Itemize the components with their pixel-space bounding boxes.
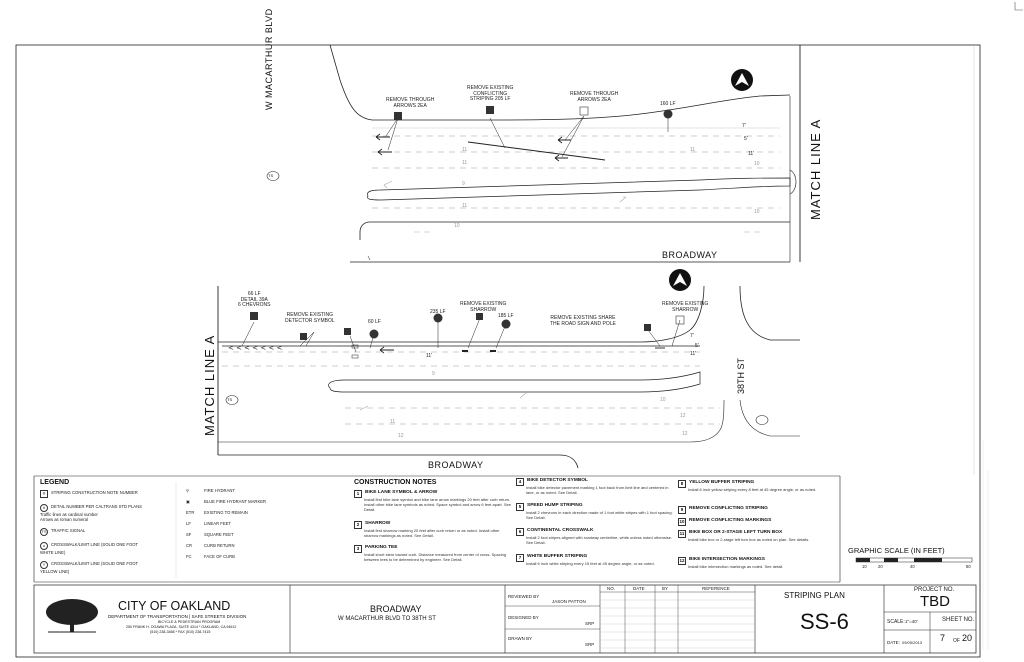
- scale-tick: 80: [966, 564, 971, 569]
- oakland-tree-logo: [46, 599, 98, 632]
- sheet-of: OF: [953, 638, 960, 644]
- traffic-signal-label-top: TS: [268, 173, 274, 178]
- lane-mark: 10: [454, 223, 460, 229]
- note-8: 8 YELLOW BUFFER STRIPING Install 6 inch yellow striping every 8 feet at 45 degree angle, or as noted.: [678, 480, 838, 493]
- callout-160-lf: 160 LF: [660, 101, 676, 107]
- rev-header-reference: REFERENCE: [702, 586, 730, 591]
- drafter-name: SRP: [585, 642, 595, 647]
- scale-label: SCALE:: [887, 619, 905, 625]
- street-label-38th-st: 38TH ST: [736, 357, 746, 394]
- dim-11ft-top: 11': [748, 151, 755, 157]
- note-2: 2 SHARROW Install first sharrow marking 20 feet after curb return or as noted. Install other sharrow markings as noted. See Detail.: [354, 521, 514, 539]
- lane-mark: 10: [754, 209, 760, 215]
- drawn-by-label: DRAWN BY: [508, 636, 533, 641]
- lane-mark: 12: [682, 431, 688, 437]
- construction-notes-title: CONSTRUCTION NOTES: [354, 479, 437, 486]
- legend-item: Y CROSSWALK/LIMIT LINE (SOLID ONE FOOT YELLOW LINE): [40, 561, 139, 574]
- dim-11ft-bottom: 11': [426, 353, 433, 359]
- lane-mark: 10: [754, 161, 760, 167]
- project-no-label: PROJECT NO.: [914, 587, 955, 593]
- org-sub2: 250 FRANK H. OGAWA PLAZA, SUITE 4314 * OAKLAND, CA 94612: [126, 625, 237, 629]
- svg-text:< < < < < < <: < < < < < < <: [228, 344, 283, 352]
- designed-by-label: DESIGNED BY: [508, 615, 539, 620]
- street-label-broadway-top: BROADWAY: [662, 250, 718, 260]
- graphic-scale-title: GRAPHIC SCALE (IN FEET): [848, 546, 945, 555]
- legend-item: LF LINEAR FEET: [186, 521, 231, 526]
- legend-title: LEGEND: [40, 479, 70, 486]
- plan-code: SS-6: [800, 609, 849, 634]
- reviewed-by-label: REVIEWED BY: [508, 594, 540, 599]
- note-6: 6 CONTINENTAL CROSSWALK Install 2 foot stripes aligned with roadway centerline, white unless noted otherwise. See Detail.: [516, 528, 676, 546]
- hydrant-marker-icon: ▣: [186, 499, 190, 504]
- note-9: 9 REMOVE CONFLICTING STRIPING: [678, 506, 838, 514]
- lane-mark: 11: [462, 160, 468, 166]
- callout-remove-detector-symbol: REMOVE EXISTING DETECTOR SYMBOL: [285, 312, 335, 324]
- org-sub1: BICYCLE & PEDESTRIAN PROGRAM: [158, 620, 221, 624]
- note-4: 4 BIKE DETECTOR SYMBOL Install bike detector pavement marking 1 foot back from limit line and centered in lane, or as noted. See Detail.: [516, 478, 676, 496]
- lane-mark: 12: [398, 433, 404, 439]
- legend-item: ETR EXISTING TO REMAIN: [186, 510, 248, 515]
- date-label: DATE:: [887, 640, 900, 645]
- scale-tick: 40: [910, 564, 915, 569]
- lane-mark: 9: [462, 181, 465, 187]
- callout-remove-sharrow-2: REMOVE EXISTING SHARROW: [662, 301, 709, 313]
- fire-hydrant-icon: ⚲: [186, 488, 190, 493]
- callout-60-lf: 60 LF: [368, 319, 381, 325]
- traffic-signal-icon: TS: [41, 529, 47, 534]
- dim-7ft-top: 7': [742, 123, 746, 129]
- graphic-scale-bar: [856, 558, 972, 562]
- callout-remove-through-arrows-1: REMOVE THROUGH ARROWS 2EA: [386, 97, 435, 109]
- project-no: TBD: [920, 593, 950, 610]
- lane-mark: 12: [680, 413, 686, 419]
- white-line-icon: o: [40, 542, 48, 550]
- project-subtitle: W MACARTHUR BLVD TO 38TH ST: [338, 616, 436, 622]
- legend-item: FC FACE OF CURB: [186, 554, 235, 559]
- callout-remove-conflicting-striping: REMOVE EXISTING CONFLICTING STRIPING 205 LF: [467, 85, 514, 102]
- plan-name: STRIPING PLAN: [784, 591, 845, 600]
- callout-66-lf-chevrons: 66 LF DETAIL 39A 6 CHEVRONS: [238, 291, 271, 308]
- scale-tick: 20: [878, 564, 883, 569]
- note-3: 3 PARKING TEE Install short stem toward curb. Distance measured from center of cross. Spacing between tees to be determined by engineer. See Detail.: [354, 545, 514, 563]
- lane-mark: 11: [390, 419, 396, 425]
- rev-header-date: DATE: [633, 586, 645, 591]
- legend-item: ⚲ FIRE HYDRANT: [186, 488, 235, 493]
- callout-remove-share-the-road-sign: REMOVE EXISTING SHARE THE ROAD SIGN AND POLE: [550, 315, 616, 327]
- scale-value: 1"=40': [905, 619, 918, 624]
- note-number-icon: #: [40, 490, 48, 498]
- note-10: 10 REMOVE CONFLICTING MARKINGS: [679, 518, 772, 524]
- legend-item: SF SQUARE FEET: [186, 532, 234, 537]
- callout-remove-through-arrows-2: REMOVE THROUGH ARROWS 2EA: [570, 91, 619, 103]
- dim-11ft-bottom-right: 11': [690, 351, 697, 357]
- org-name: CITY OF OAKLAND: [118, 599, 231, 613]
- org-dept: DEPARTMENT OF TRANSPORTATION | SAFE STREETS DIVISION: [108, 614, 247, 619]
- legend-right: [186, 488, 326, 559]
- sheet-number: 7: [940, 633, 946, 643]
- legend-item: ▣ BLUE FIRE HYDRANT MARKER: [186, 499, 267, 504]
- lane-mark: 11: [690, 147, 696, 153]
- traffic-signal-label-bottom: TS: [227, 397, 233, 402]
- legend-item: # DETAIL NUMBER PER CALTRANS STD PLANS Traffic lines as cardinal number Arrows as roman numeral: [40, 504, 142, 522]
- lane-mark: 9: [432, 371, 435, 377]
- legend-item: # STRIPING CONSTRUCTION NOTE NUMBER: [40, 490, 180, 498]
- bottom-plan: [218, 269, 800, 468]
- note-1: 1 BIKE LANE SYMBOL & ARROW Install first bike lane symbol and bike lane arrow markings 20 feet after curb return. Install other bike lane symbols as noted. Space symbol and arrow 6 feet apart. See Detail.: [354, 490, 514, 512]
- legend-left: [40, 490, 180, 574]
- rev-header-no: NO.: [607, 586, 616, 591]
- lane-mark: 11: [462, 147, 468, 153]
- date-value: 09/05/2013: [902, 640, 923, 645]
- legend-item: CR CURB RETURN: [186, 543, 235, 548]
- note-5: 5 SPEED HUMP STRIPING Install 2 chevrons in each direction made of 1 foot white stripes with 1 foot spacing. See Detail.: [516, 503, 676, 521]
- reviewer-name: JASON PATTON: [552, 599, 586, 604]
- rev-header-by: BY: [662, 586, 669, 591]
- note-7: 7 WHITE BUFFER STRIPING Install 6 inch white striping every 15 feet at 45 degree angle, or as noted.: [516, 554, 676, 567]
- org-sub3: (510) 238-3466 * FAX (510) 238-7415: [150, 630, 211, 634]
- project-title: BROADWAY: [370, 604, 422, 614]
- note-12: 12 BIKE INTERSECTION MARKINGS Install bike intersection markings as noted. See detail.: [679, 557, 784, 569]
- street-label-broadway-bottom: BROADWAY: [428, 460, 484, 470]
- callout-remove-sharrow-1: REMOVE EXISTING SHARROW: [460, 301, 507, 313]
- dim-5ft-bottom: 5': [695, 343, 699, 349]
- legend-item: o CROSSWALK/LIMIT LINE (SOLID ONE FOOT WHITE LINE): [40, 542, 139, 555]
- dim-7ft-bottom: 7': [690, 333, 694, 339]
- dim-5ft-top: 5': [744, 136, 748, 142]
- street-label-w-macarthur: W MACARTHUR BLVD: [264, 8, 274, 110]
- designer-name: SRP: [585, 621, 595, 626]
- lane-mark: 11: [462, 203, 468, 209]
- detail-number-icon: #: [40, 504, 48, 512]
- lane-mark: 10: [660, 397, 666, 403]
- yellow-line-icon: Y: [40, 561, 48, 569]
- scale-tick: 10: [862, 564, 867, 569]
- callout-185-lf: 185 LF: [498, 313, 514, 319]
- match-line-top: MATCH LINE A: [808, 118, 823, 220]
- note-11: 11 BIKE BOX OR 2-STAGE LEFT TURN BOX Install bike box or 2-stage left turn box as noted on plan. See details.: [679, 530, 810, 542]
- match-line-bottom: MATCH LINE A: [202, 334, 217, 436]
- top-plan: [267, 45, 800, 262]
- sheet-no-label: SHEET NO.: [942, 617, 975, 623]
- callout-235-lf: 235 LF: [430, 309, 446, 315]
- sheet-total: 20: [962, 633, 973, 643]
- legend-item: TS TRAFFIC SIGNAL: [41, 528, 86, 534]
